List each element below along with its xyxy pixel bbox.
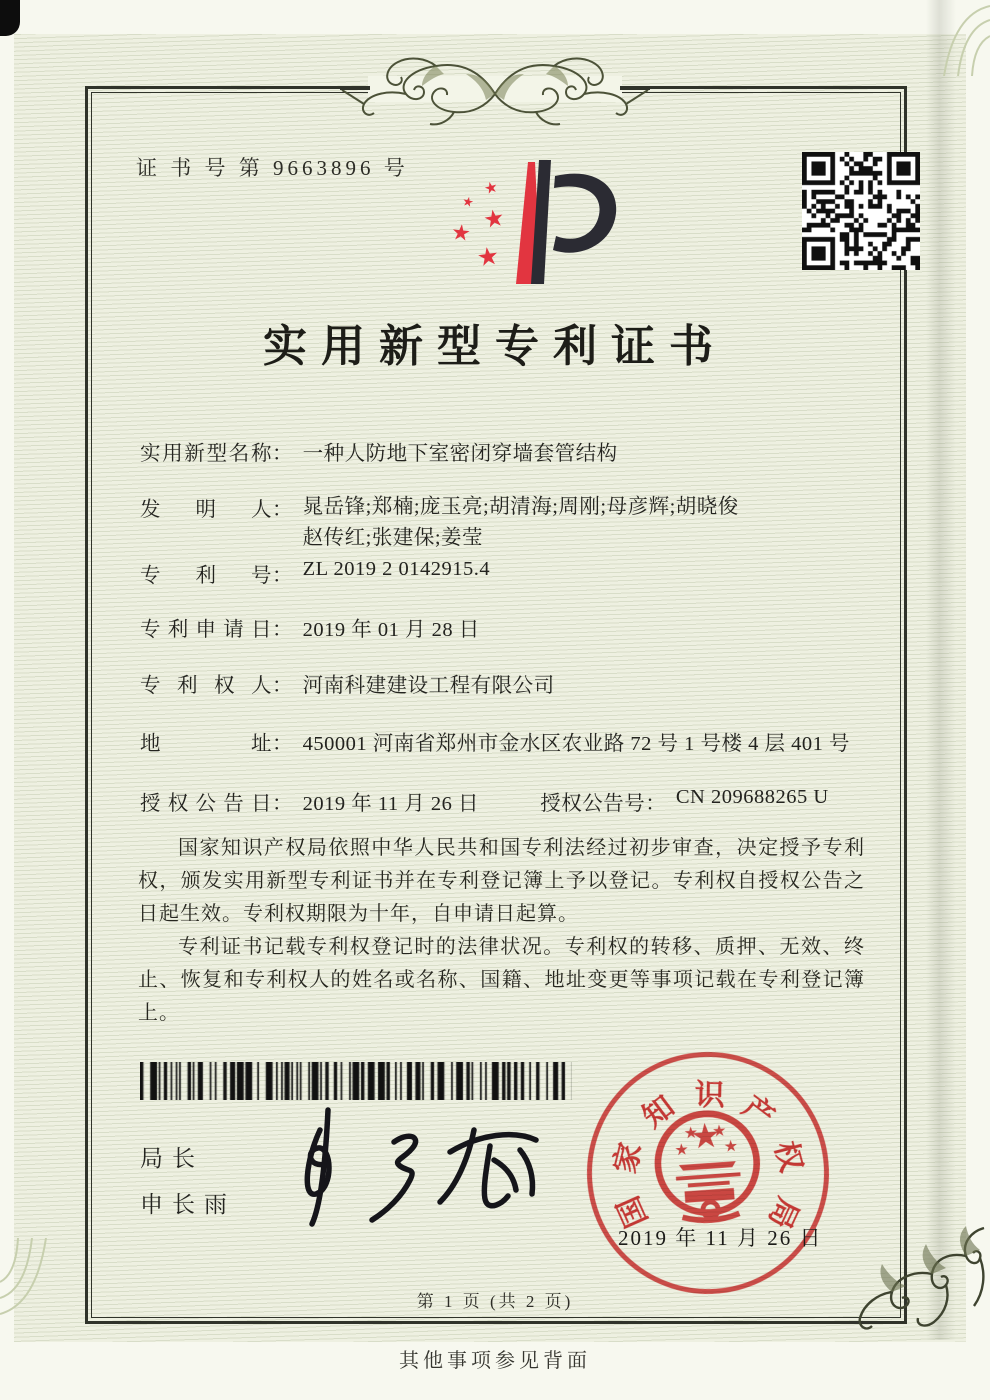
field-label: 发明人 (140, 499, 272, 521)
field-address: 地址： 450001 河南省郑州市金水区农业路 72 号 1 号楼 4 层 401 号 (140, 726, 850, 756)
field-value: 河南科建建设工程有限公司 (302, 675, 555, 697)
field-value: ZL 2019 2 0142915.4 (302, 558, 491, 580)
field-filing-date: 专利申请日： 2019 年 01 月 28 日 (140, 612, 480, 642)
corner-guilloche-icon (914, 0, 990, 76)
field-value: 一种人防地下室密闭穿墙套管结构 (302, 443, 618, 465)
field-label: 专利权人 (140, 675, 272, 697)
body-text (138, 832, 865, 1030)
certificate-number: 证 书 号 第 9663896 号 (136, 156, 409, 180)
qr-code (802, 152, 920, 270)
field-utility-model-name: 实用新型名称： 一种人防地下室密闭穿墙套管结构 (140, 436, 618, 466)
cnipa-logo-icon (428, 146, 638, 291)
field-label: 专利申请日 (140, 619, 272, 641)
top-flourish-icon (340, 50, 650, 128)
director-signature-icon (268, 1102, 548, 1232)
field-label: 地址 (140, 733, 272, 755)
director-title: 局长 (140, 1146, 204, 1171)
field-patent-number: 专利号： ZL 2019 2 0142915.4 (140, 558, 491, 587)
scan-artifact (0, 0, 20, 36)
barcode (140, 1062, 572, 1100)
bottom-right-flourish-icon (850, 1222, 990, 1336)
field-value: CN 209688265 U (675, 786, 829, 808)
field-inventors: 发明人： 晁岳锋;郑楠;庞玉亮;胡清海;周刚;母彦辉;胡晓俊 赵传红;张建保;姜莹 (140, 492, 739, 554)
field-label: 专利号 (140, 565, 272, 587)
page-indicator: 第 1 页 (共 2 页) (416, 1292, 574, 1311)
field-grant: 授权公告日： 2019 年 11 月 26 日 授权公告号： CN 209688265 U (140, 786, 829, 815)
field-label: 实用新型名称 (140, 443, 272, 465)
scan-crease (926, 0, 956, 1340)
field-patentee: 专利权人： 河南科建建设工程有限公司 (140, 668, 555, 698)
field-value: 晁岳锋;郑楠;庞玉亮;胡清海;周刚;母彦辉;胡晓俊 赵传红;张建保;姜莹 (302, 496, 739, 549)
page-title: 实用新型专利证书 (263, 322, 727, 371)
footer-note: 其他事项参见背面 (399, 1350, 591, 1372)
field-label: 授权公告号 (540, 793, 646, 815)
body-paragraph: 专利证书记载专利权登记时的法律状况。专利权的转移、质押、无效、终止、恢复和专利权人的姓名或名称、国籍、地址变更等事项记载在专利登记簿上。 (138, 936, 865, 1024)
national-emblem-icon (646, 1097, 769, 1235)
field-value: 2019 年 11 月 26 日 (302, 793, 479, 815)
director-name: 申长雨 (140, 1192, 236, 1217)
seal-date: 2019 年 11 月 26 日 (618, 1226, 823, 1250)
official-seal: 国 家 知 识 产 权 局 (579, 1044, 837, 1302)
field-value: 450001 河南省郑州市金水区农业路 72 号 1 号楼 4 层 401 号 (302, 733, 850, 755)
field-label: 授权公告日 (140, 793, 272, 815)
field-value: 2019 年 01 月 28 日 (302, 619, 480, 641)
body-paragraph: 国家知识产权局依照中华人民共和国专利法经过初步审查，决定授予专利权，颁发实用新型专利证书并在专利登记簿上予以登记。专利权自授权公告之日起生效。专利权期限为十年，自申请日起算。 (138, 837, 865, 925)
